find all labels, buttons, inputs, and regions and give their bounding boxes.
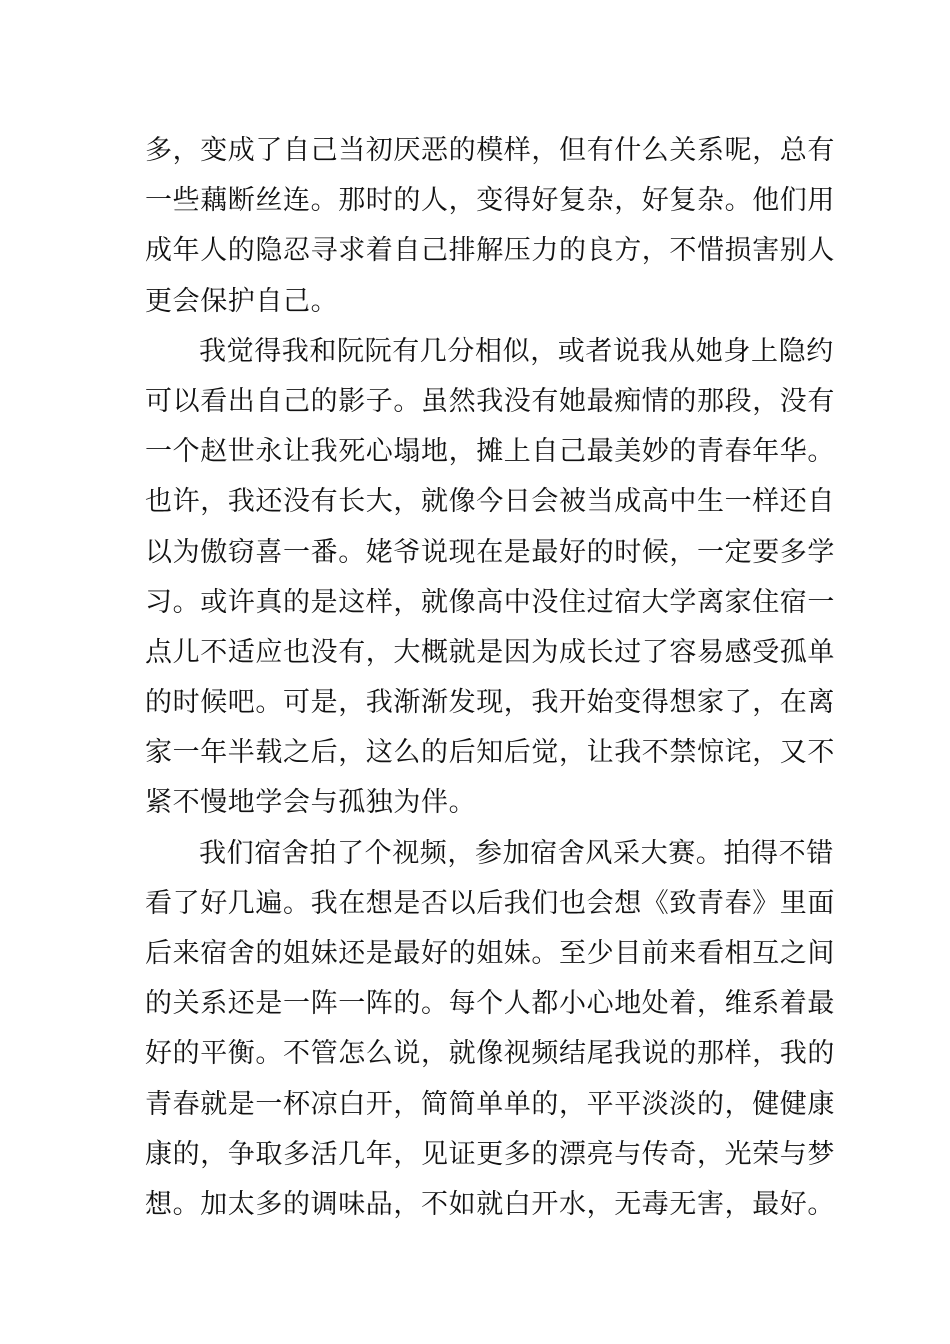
text-line: 一些藕断丝连。那时的人，变得好复杂，好复杂。他们用 [145, 185, 835, 217]
text-line: 习。或许真的是这样，就像高中没住过宿大学离家住宿一 [145, 586, 835, 618]
text-line: 也许，我还没有长大，就像今日会被当成高中生一样还自 [145, 486, 835, 518]
text-line: 点儿不适应也没有，大概就是因为成长过了容易感受孤单 [145, 636, 835, 668]
body-text [145, 126, 835, 1230]
text-line: 可以看出自己的影子。虽然我没有她最痴情的那段，没有 [145, 385, 835, 417]
text-line: 成年人的隐忍寻求着自己排解压力的良方，不惜损害别人 [145, 235, 835, 267]
text-line: 的关系还是一阵一阵的。每个人都小心地处着，维系着最 [145, 988, 835, 1020]
text-line: 青春就是一杯凉白开，简简单单的，平平淡淡的，健健康 [145, 1088, 835, 1120]
text-line: 的时候吧。可是，我渐渐发现，我开始变得想家了，在离 [145, 687, 835, 719]
paragraph-similarity [145, 327, 835, 829]
text-line: 家一年半载之后，这么的后知后觉，让我不禁惊诧，又不 [145, 737, 835, 769]
text-line-indented: 我觉得我和阮阮有几分相似，或者说我从她身上隐约 [199, 335, 834, 367]
text-line: 一个赵世永让我死心塌地，摊上自己最美妙的青春年华。 [145, 436, 835, 468]
text-line: 康的，争取多活几年，见证更多的漂亮与传奇，光荣与梦 [145, 1138, 835, 1170]
text-line: 想。加太多的调味品，不如就白开水，无毒无害，最好。 [145, 1188, 835, 1220]
text-line-indented: 我们宿舍拍了个视频，参加宿舍风采大赛。拍得不错 [199, 837, 834, 869]
text-line: 以为傲窃喜一番。姥爷说现在是最好的时候，一定要多学 [145, 536, 835, 568]
text-line: 看了好几遍。我在想是否以后我们也会想《致青春》里面 [145, 887, 835, 919]
text-line: 更会保护自己。 [145, 285, 339, 317]
text-line: 紧不慢地学会与孤独为伴。 [145, 787, 477, 819]
text-line: 后来宿舍的姐妹还是最好的姐妹。至少目前来看相互之间 [145, 938, 835, 969]
paragraph-continuation [145, 126, 835, 327]
paragraph-dorm-video [145, 829, 835, 1231]
text-line: 好的平衡。不管怎么说，就像视频结尾我说的那样，我的 [145, 1038, 835, 1070]
text-line: 多，变成了自己当初厌恶的模样，但有什么关系呢，总有 [145, 135, 835, 166]
